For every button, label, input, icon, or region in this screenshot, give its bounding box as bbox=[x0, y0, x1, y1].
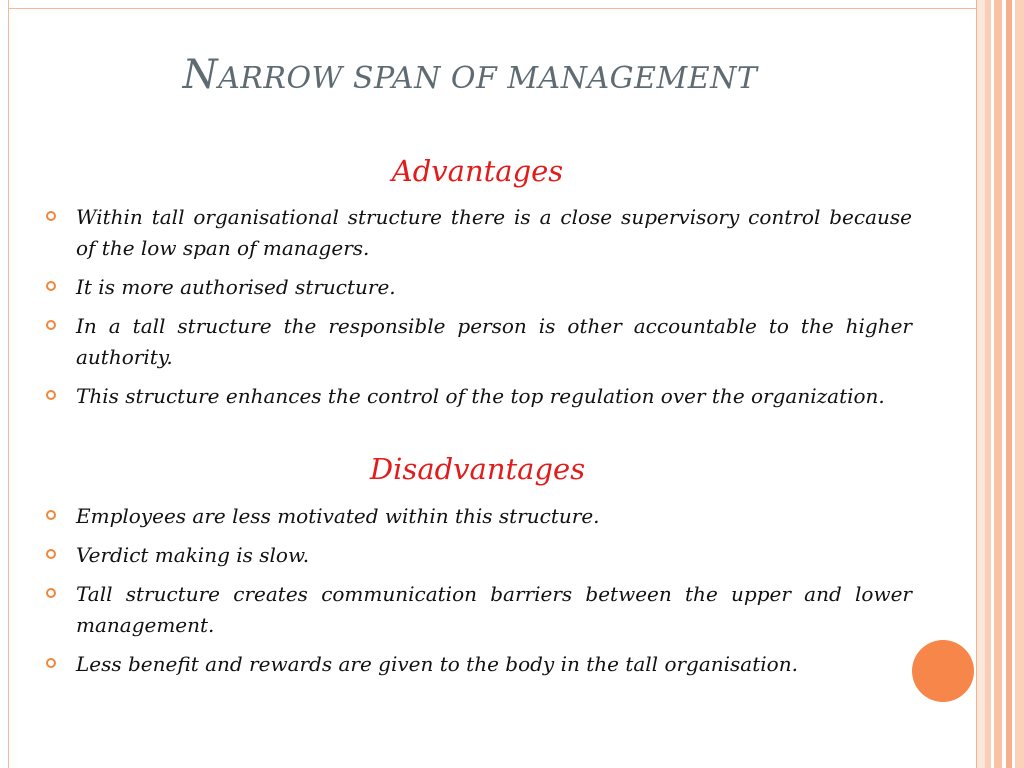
frame-line-left bbox=[8, 0, 9, 768]
decorative-stripe bbox=[994, 0, 1002, 768]
title-initial: N bbox=[182, 52, 219, 98]
accent-circle bbox=[912, 640, 974, 702]
disadvantage-text: Verdict making is slow. bbox=[76, 543, 310, 567]
advantage-text: This structure enhances the control of the top regulation over the organization. bbox=[76, 384, 885, 408]
bullet-icon bbox=[46, 588, 56, 598]
bullet-icon bbox=[46, 320, 56, 330]
advantages-heading: Advantages bbox=[391, 154, 564, 188]
disadvantage-text: Less benefit and rewards are given to the body in the tall organisation. bbox=[76, 652, 798, 676]
bullet-icon bbox=[46, 658, 56, 668]
advantage-text: It is more authorised structure. bbox=[76, 275, 396, 299]
bullet-icon bbox=[46, 211, 56, 221]
bullet-icon bbox=[46, 281, 56, 291]
bullet-icon bbox=[46, 549, 56, 559]
disadvantage-text: Tall structure creates communication barriers between the upper and lower management. bbox=[76, 582, 912, 637]
title-rest: ARROW SPAN OF MANAGEMENT bbox=[218, 61, 758, 96]
disadvantage-text: Employees are less motivated within this structure. bbox=[76, 504, 600, 528]
decorative-stripe bbox=[976, 0, 985, 768]
decorative-stripe bbox=[1015, 0, 1024, 768]
disadvantages-heading: Disadvantages bbox=[369, 452, 586, 486]
bullet-icon bbox=[46, 390, 56, 400]
bullet-icon bbox=[46, 510, 56, 520]
frame-line-top bbox=[8, 8, 984, 9]
slide-title bbox=[60, 52, 880, 98]
advantage-text: Within tall organisational structure there is a close supervisory control because of the low span of managers. bbox=[76, 205, 912, 260]
advantage-text: In a tall structure the responsible person is other accountable to the higher authority. bbox=[76, 314, 912, 369]
